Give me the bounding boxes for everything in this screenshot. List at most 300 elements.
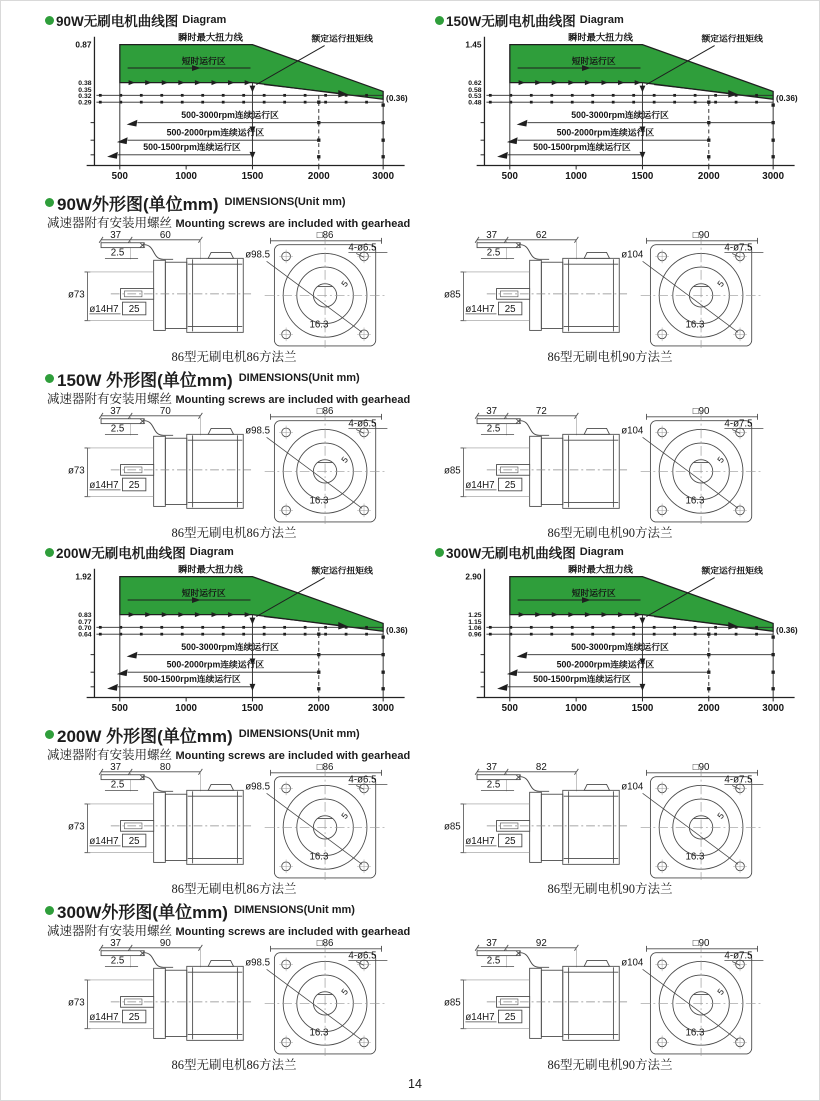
dim-key-depth: 16.3 <box>309 319 329 331</box>
dim-body-length: 90 <box>159 937 171 949</box>
dot-marker <box>653 101 656 104</box>
chart-title-en: Diagram <box>182 14 227 26</box>
bracket-arm <box>144 953 173 968</box>
bullet-icon <box>45 16 54 25</box>
drawing-86-flange <box>59 761 409 897</box>
dot-marker <box>160 94 163 97</box>
dim-body-length: 82 <box>535 761 547 773</box>
dot-marker <box>714 626 717 629</box>
gearhead-faceplate <box>154 436 166 506</box>
zone-label: 500-3000rpm连续运行区 <box>181 641 279 652</box>
dim-hole-callout: 4-ø7.5 <box>724 418 753 430</box>
section-subtitle <box>47 745 811 761</box>
dim-gearhead-depth: 37 <box>110 937 122 949</box>
dim-shaft-diameter: ø14H7 <box>89 303 119 315</box>
dim-bolt-circle: ø98.5 <box>245 425 271 437</box>
dim-flange-square: □86 <box>316 761 334 773</box>
section-title-zh: 300W外形图(单位mm) <box>57 902 228 922</box>
chart-block-200w <box>45 543 419 719</box>
arrow-marker <box>640 86 646 93</box>
dim-body-length: 92 <box>535 937 547 949</box>
x-tick-label: 3000 <box>372 171 394 183</box>
dot-marker <box>591 626 594 629</box>
dim-body-diameter: ø73 <box>67 289 85 301</box>
drawing-90-flange <box>435 229 785 365</box>
arrow-marker <box>640 684 646 691</box>
y-axis-label: 0.48 <box>468 99 482 107</box>
arrow-marker <box>107 152 118 159</box>
annotation-max-torque: 瞬时最大扭力线 <box>178 564 243 575</box>
dot-marker <box>317 100 320 103</box>
dot-marker <box>489 101 492 104</box>
motor-body <box>563 258 619 332</box>
dot-marker <box>283 626 286 629</box>
dot-marker <box>530 626 533 629</box>
dim-body-diameter: ø85 <box>443 997 461 1009</box>
arrow-marker <box>517 120 528 127</box>
dot-marker <box>571 626 574 629</box>
annotation-max-torque: 瞬时最大扭力线 <box>178 32 243 43</box>
bracket-arm <box>520 777 549 792</box>
chart-title-en: Diagram <box>579 14 624 26</box>
annotation-max-torque: 瞬时最大扭力线 <box>568 564 633 575</box>
dim-gearhead-depth: 37 <box>110 229 122 241</box>
dot-marker <box>612 626 615 629</box>
arrow-marker <box>250 618 256 625</box>
section-title <box>45 723 811 745</box>
dim-offset: 2.5 <box>110 779 125 791</box>
dot-marker <box>317 632 320 635</box>
dim-hole-callout: 4-ø7.5 <box>724 774 753 786</box>
dim-body-diameter: ø85 <box>443 465 461 477</box>
section-title-en: DIMENSIONS(Unit mm) <box>233 904 355 916</box>
dot-marker <box>140 633 143 636</box>
y-axis-label: 0.53 <box>468 92 482 100</box>
dim-shaft-length: 25 <box>504 303 516 315</box>
dot-marker <box>653 626 656 629</box>
dot-marker <box>591 94 594 97</box>
chart-title-en: Diagram <box>189 546 234 558</box>
dot-marker <box>735 94 738 97</box>
terminal-box <box>208 960 233 966</box>
outline-drawing <box>442 229 778 350</box>
section-subtitle <box>47 921 811 937</box>
dim-hole-callout: 4-ø7.5 <box>724 950 753 962</box>
dim-key-depth: 16.3 <box>685 851 705 863</box>
dim-gearhead-depth: 37 <box>486 405 498 417</box>
dot-marker <box>735 633 738 636</box>
dot-marker <box>755 633 758 636</box>
subtitle-en: Mounting screws are included with gearhead <box>175 218 411 230</box>
y-axis-label: 0.58 <box>468 86 482 94</box>
dim-key-width: 5 <box>715 278 727 289</box>
gearhead-body <box>541 794 562 860</box>
drawing-86-flange <box>59 405 409 541</box>
dim-shaft-diameter: ø14H7 <box>465 835 495 847</box>
y-axis-label: 0.62 <box>468 80 482 88</box>
annotation-short-zone: 短时运行区 <box>181 588 226 599</box>
outline-drawing <box>66 937 402 1058</box>
chart-block-150w <box>435 11 809 187</box>
dot-marker <box>530 633 533 636</box>
dimensions-section-200w <box>45 723 811 897</box>
operating-region <box>510 577 773 632</box>
dot-marker <box>673 101 676 104</box>
gearhead-body <box>541 262 562 328</box>
dot-marker <box>242 101 245 104</box>
dot-marker <box>735 101 738 104</box>
dot-marker <box>222 633 225 636</box>
dot-marker <box>160 101 163 104</box>
terminal-box <box>584 960 609 966</box>
x-tick-label: 2000 <box>307 171 330 183</box>
dot-marker <box>345 626 348 629</box>
dot-marker <box>324 633 327 636</box>
operating-region <box>120 45 383 100</box>
arrow-marker <box>517 652 528 659</box>
dot-marker <box>345 94 348 97</box>
section-title-zh: 90W外形图(单位mm) <box>57 194 219 214</box>
dim-shaft-length: 25 <box>128 1011 140 1023</box>
drawing-caption: 86型无刷电机86方法兰 <box>171 526 297 540</box>
zone-label: 500-1500rpm连续运行区 <box>143 141 241 152</box>
dot-marker <box>140 101 143 104</box>
torque-speed-chart-90w <box>45 29 417 187</box>
x-tick-label: 1000 <box>565 703 587 715</box>
drawing-caption: 86型无刷电机86方法兰 <box>171 350 297 364</box>
dot-marker <box>263 101 266 104</box>
dot-marker <box>263 94 266 97</box>
dot-marker <box>263 626 266 629</box>
dim-bolt-circle: ø104 <box>621 249 644 261</box>
dot-marker <box>489 626 492 629</box>
dot-marker <box>632 626 635 629</box>
section-title <box>45 367 811 389</box>
chart-title <box>45 543 419 561</box>
drawings-row <box>45 229 811 365</box>
terminal-box <box>584 252 609 258</box>
dot-marker <box>707 632 710 635</box>
gearhead-faceplate <box>530 792 542 862</box>
annotation-rated-line: 额定运行扭矩线 <box>701 33 763 44</box>
dot-marker <box>365 94 368 97</box>
dot-marker <box>694 94 697 97</box>
dot-marker <box>612 633 615 636</box>
dot-marker <box>324 94 327 97</box>
chart-title-zh: 300W无刷电机曲线图 <box>446 546 576 561</box>
section-title-zh: 150W 外形图(单位mm) <box>57 370 233 390</box>
section-title <box>45 899 811 921</box>
dim-key-depth: 16.3 <box>685 495 705 507</box>
dot-marker <box>694 626 697 629</box>
dim-flange-square: □86 <box>316 937 334 949</box>
dim-body-length: 60 <box>159 229 171 241</box>
x-tick-label: 1000 <box>175 703 197 715</box>
dim-key-depth: 16.3 <box>309 495 329 507</box>
dot-marker <box>317 687 320 690</box>
section-subtitle <box>47 213 811 229</box>
x-tick-label: 500 <box>501 703 518 715</box>
dot-marker <box>365 101 368 104</box>
dim-shaft-length: 25 <box>128 479 140 491</box>
arrow-marker <box>117 669 128 676</box>
terminal-box <box>208 428 233 434</box>
annotation-short-zone: 短时运行区 <box>571 588 616 599</box>
zone-label: 500-2000rpm连续运行区 <box>166 659 265 670</box>
zone-label: 500-2000rpm连续运行区 <box>556 659 655 670</box>
dot-marker <box>381 635 384 638</box>
dot-marker <box>283 633 286 636</box>
section-title-en: DIMENSIONS(Unit mm) <box>224 196 346 208</box>
dot-marker <box>771 687 774 690</box>
dot-marker <box>381 139 384 142</box>
dim-body-diameter: ø73 <box>67 821 85 833</box>
dim-body-length: 62 <box>535 229 547 241</box>
dim-gearhead-depth: 37 <box>110 761 122 773</box>
dim-shaft-diameter: ø14H7 <box>89 835 119 847</box>
dot-marker <box>140 94 143 97</box>
motor-body <box>187 790 243 864</box>
annotation-short-zone: 短时运行区 <box>181 56 226 67</box>
chart-block-300w <box>435 543 809 719</box>
dim-offset: 2.5 <box>110 955 125 967</box>
dim-gearhead-depth: 37 <box>110 405 122 417</box>
dot-marker <box>571 633 574 636</box>
dim-shaft-length: 25 <box>504 479 516 491</box>
dot-marker <box>263 633 266 636</box>
bullet-icon <box>45 906 54 915</box>
dot-marker <box>714 101 717 104</box>
dot-marker <box>632 94 635 97</box>
x-tick-label: 3000 <box>372 703 394 715</box>
dot-marker <box>222 94 225 97</box>
dimensions-section-150w <box>45 367 811 541</box>
subtitle-en: Mounting screws are included with gearhead <box>175 394 411 406</box>
bracket-arm <box>144 245 173 260</box>
dot-marker <box>324 101 327 104</box>
gearhead-faceplate <box>154 968 166 1038</box>
motor-body <box>563 966 619 1040</box>
gearhead-body <box>165 794 186 860</box>
section-title-en: DIMENSIONS(Unit mm) <box>238 372 360 384</box>
dim-bolt-circle: ø104 <box>621 781 644 793</box>
x-tick-label: 2000 <box>307 703 330 715</box>
subtitle-en: Mounting screws are included with gearhead <box>175 926 411 938</box>
dim-bolt-circle: ø98.5 <box>245 957 271 969</box>
section-title <box>45 191 811 213</box>
dim-key-width: 5 <box>339 986 351 997</box>
zone-label: 500-2000rpm连续运行区 <box>166 127 265 138</box>
dim-offset: 2.5 <box>486 779 501 791</box>
dot-marker <box>550 94 553 97</box>
dim-shaft-diameter: ø14H7 <box>89 1011 119 1023</box>
zone-label: 500-1500rpm连续运行区 <box>143 673 241 684</box>
dot-marker <box>530 94 533 97</box>
dim-flange-square: □86 <box>316 229 334 241</box>
dot-marker <box>201 633 204 636</box>
dimensions-section-300w <box>45 899 811 1073</box>
gearhead-body <box>541 438 562 504</box>
dot-marker <box>550 633 553 636</box>
dot-marker <box>201 101 204 104</box>
operating-region <box>120 577 383 632</box>
dot-marker <box>714 633 717 636</box>
outline-drawing <box>66 761 402 882</box>
outline-drawing <box>66 229 402 350</box>
dot-marker <box>201 626 204 629</box>
dim-flange-square: □86 <box>316 405 334 417</box>
arrow-marker <box>107 684 118 691</box>
subtitle-zh: 减速器附有安装用螺丝 <box>47 924 173 938</box>
dot-marker <box>707 155 710 158</box>
dim-key-width: 5 <box>339 278 351 289</box>
dim-shaft-length: 25 <box>504 1011 516 1023</box>
subtitle-zh: 减速器附有安装用螺丝 <box>47 216 173 230</box>
dot-marker <box>771 139 774 142</box>
torque-speed-chart-200w <box>45 561 417 719</box>
chart-title-zh: 150W无刷电机曲线图 <box>446 14 576 29</box>
annotation-rated-line: 额定运行扭矩线 <box>311 33 373 44</box>
dot-marker <box>181 633 184 636</box>
dim-body-diameter: ø73 <box>67 997 85 1009</box>
arrow-marker <box>250 86 256 93</box>
dim-offset: 2.5 <box>486 423 501 435</box>
page-number: 14 <box>408 1077 422 1091</box>
dim-hole-callout: 4-ø6.5 <box>348 774 377 786</box>
x-tick-label: 1000 <box>175 171 197 183</box>
dot-marker <box>222 626 225 629</box>
end-value-label: (0.36) <box>776 93 798 104</box>
dot-marker <box>673 94 676 97</box>
dot-marker <box>632 101 635 104</box>
dim-body-diameter: ø85 <box>443 821 461 833</box>
dot-marker <box>673 626 676 629</box>
chart-title-zh: 90W无刷电机曲线图 <box>56 14 179 29</box>
y-axis-label: 0.70 <box>78 624 92 632</box>
dim-shaft-length: 25 <box>128 835 140 847</box>
x-tick-label: 2000 <box>697 703 720 715</box>
torque-speed-chart-150w <box>435 29 807 187</box>
bracket-arm <box>520 953 549 968</box>
chart-block-90w <box>45 11 419 187</box>
bullet-icon <box>45 548 54 557</box>
dim-gearhead-depth: 37 <box>486 937 498 949</box>
y-axis-label: 0.96 <box>468 631 482 639</box>
drawings-row <box>45 761 811 897</box>
dim-offset: 2.5 <box>486 247 501 259</box>
motor-body <box>187 434 243 508</box>
dot-marker <box>283 94 286 97</box>
section-subtitle <box>47 389 811 405</box>
dot-marker <box>304 101 307 104</box>
dim-hole-callout: 4-ø6.5 <box>348 418 377 430</box>
dim-key-depth: 16.3 <box>309 851 329 863</box>
y-axis-label: 0.35 <box>78 86 92 94</box>
dot-marker <box>140 626 143 629</box>
dim-bolt-circle: ø98.5 <box>245 249 271 261</box>
motor-body <box>187 258 243 332</box>
subtitle-en: Mounting screws are included with gearhead <box>175 750 411 762</box>
dot-marker <box>381 103 384 106</box>
dot-marker <box>653 94 656 97</box>
dim-shaft-diameter: ø14H7 <box>89 479 119 491</box>
zone-label: 500-3000rpm连续运行区 <box>571 109 669 120</box>
y-axis-label: 2.90 <box>465 571 482 582</box>
arrow-marker <box>497 152 508 159</box>
y-axis-label: 1.25 <box>468 612 482 620</box>
dim-key-width: 5 <box>715 810 727 821</box>
chart-title <box>435 11 809 29</box>
gearhead-body <box>541 970 562 1036</box>
dot-marker <box>530 101 533 104</box>
gearhead-body <box>165 262 186 328</box>
dim-offset: 2.5 <box>110 247 125 259</box>
bracket-arm <box>144 777 173 792</box>
dim-bolt-circle: ø104 <box>621 425 644 437</box>
dot-marker <box>771 155 774 158</box>
zone-label: 500-3000rpm连续运行区 <box>571 641 669 652</box>
x-tick-label: 500 <box>111 171 128 183</box>
drawing-90-flange <box>435 761 785 897</box>
dot-marker <box>489 94 492 97</box>
gearhead-faceplate <box>154 792 166 862</box>
y-axis-label: 0.38 <box>78 80 92 88</box>
arrow-marker <box>250 684 256 691</box>
dot-marker <box>160 633 163 636</box>
arrow-marker <box>117 137 128 144</box>
chart-title <box>435 543 809 561</box>
dot-marker <box>160 626 163 629</box>
end-value-label: (0.36) <box>776 625 798 636</box>
dot-marker <box>653 633 656 636</box>
dot-marker <box>632 633 635 636</box>
gearhead-faceplate <box>530 436 542 506</box>
dot-marker <box>381 687 384 690</box>
drawing-caption: 86型无刷电机90方法兰 <box>547 350 673 364</box>
charts-row-top <box>45 11 811 187</box>
x-tick-label: 1500 <box>631 703 654 715</box>
dim-flange-square: □90 <box>692 937 710 949</box>
y-axis-label: 1.06 <box>468 624 482 632</box>
x-tick-label: 500 <box>501 171 518 183</box>
dot-marker <box>571 94 574 97</box>
dot-marker <box>612 94 615 97</box>
terminal-box <box>584 784 609 790</box>
outline-drawing <box>66 405 402 526</box>
section-title-zh: 200W 外形图(单位mm) <box>57 726 233 746</box>
dot-marker <box>324 626 327 629</box>
dim-flange-square: □90 <box>692 405 710 417</box>
outline-drawing <box>442 405 778 526</box>
drawing-90-flange <box>435 937 785 1073</box>
drawing-caption: 86型无刷电机86方法兰 <box>171 882 297 896</box>
arrow-marker <box>250 152 256 159</box>
dot-marker <box>714 94 717 97</box>
outline-drawing <box>442 761 778 882</box>
dim-shaft-diameter: ø14H7 <box>465 303 495 315</box>
dim-key-width: 5 <box>339 810 351 821</box>
drawings-row <box>45 937 811 1073</box>
motor-body <box>563 790 619 864</box>
end-value-label: (0.36) <box>386 625 408 636</box>
x-tick-label: 3000 <box>762 703 784 715</box>
dot-marker <box>735 626 738 629</box>
section-title-en: DIMENSIONS(Unit mm) <box>238 728 360 740</box>
zone-label: 500-3000rpm连续运行区 <box>181 109 279 120</box>
dim-bolt-circle: ø98.5 <box>245 781 271 793</box>
y-axis-label: 0.83 <box>78 612 92 620</box>
zone-label: 500-2000rpm连续运行区 <box>556 127 655 138</box>
